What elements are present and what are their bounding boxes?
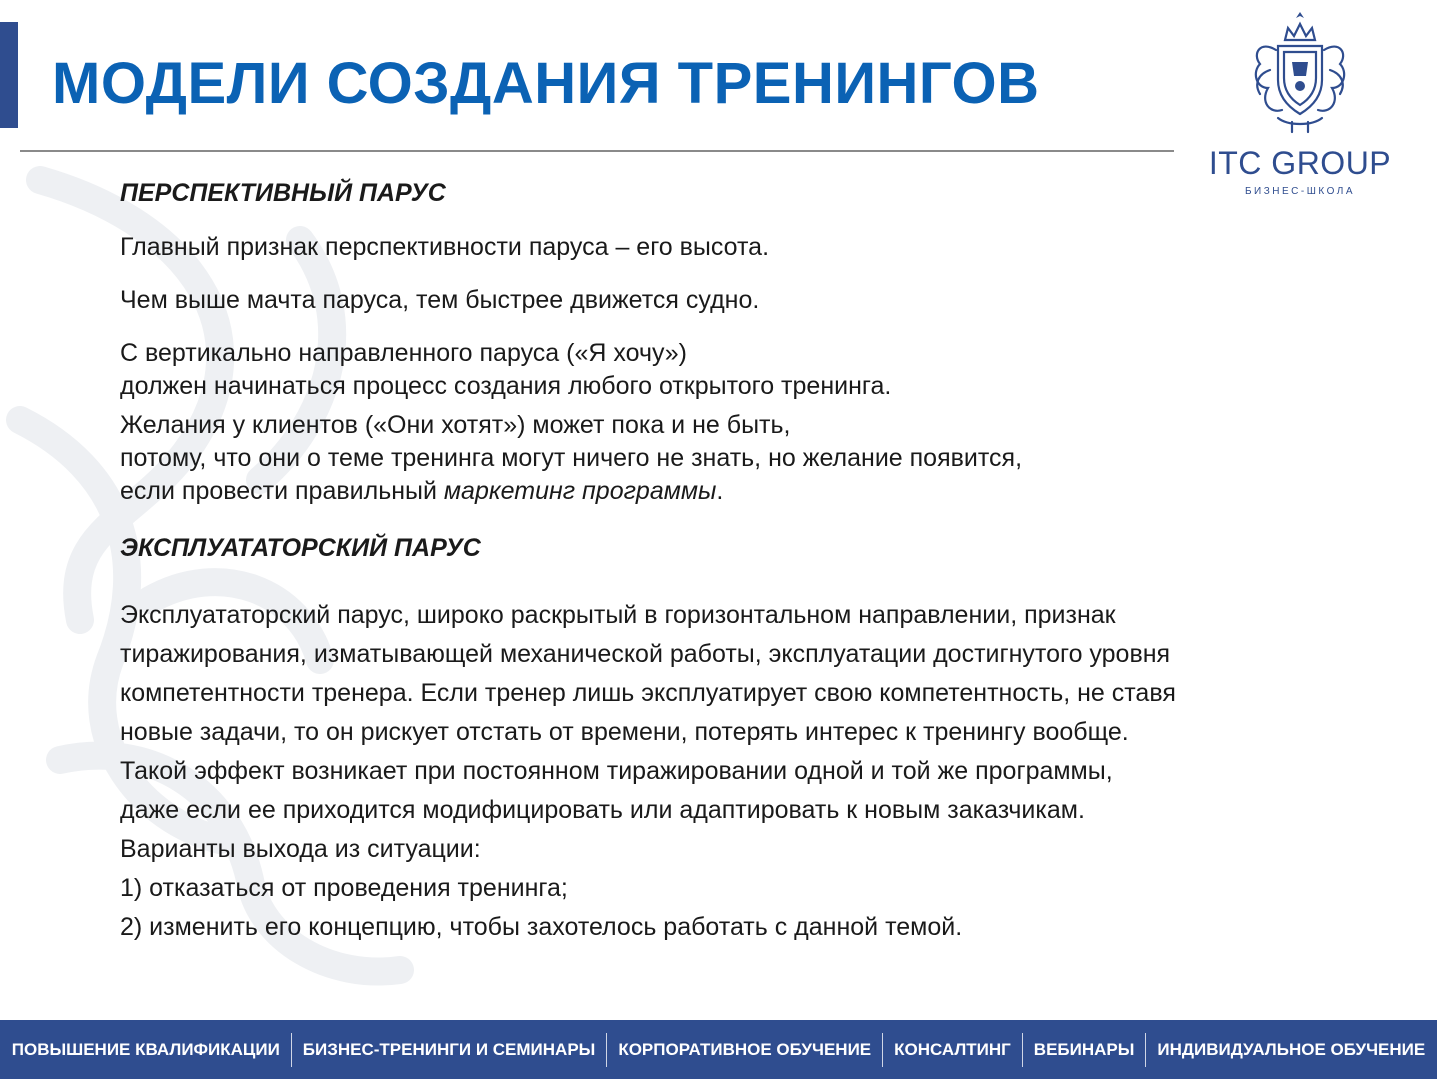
list-item: 1) отказаться от проведения тренинга;: [120, 874, 568, 902]
paragraph-line: Такой эффект возникает при постоянном тиражировании одной и той же программы,: [120, 757, 1113, 785]
crest-icon: [1230, 10, 1370, 140]
footer-item-trainings: БИЗНЕС-ТРЕНИНГИ И СЕМИНАРЫ: [302, 1039, 596, 1059]
italic-text-span: маркетинг программы: [443, 477, 717, 505]
paragraph-line: [120, 475, 1360, 508]
left-accent-bar: [0, 22, 18, 128]
logo-subtitle: БИЗНЕС-ШКОЛА: [1244, 186, 1355, 197]
footer-item-qualification: ПОВЫШЕНИЕ КВАЛИФИКАЦИИ: [11, 1039, 280, 1059]
text-span: .: [716, 477, 724, 505]
logo-name: ITC GROUP: [1208, 145, 1392, 181]
footer-item-individual: ИНДИВИДУАЛЬНОЕ ОБУЧЕНИЕ: [1157, 1039, 1426, 1059]
footer-item-consulting: КОНСАЛТИНГ: [894, 1039, 1011, 1059]
paragraph: Чем выше мачта паруса, тем быстрее движется судно.: [120, 286, 760, 314]
itc-group-logo: [1200, 10, 1400, 195]
paragraph-line: компетентности тренера. Если тренер лишь эксплуатирует свою компетентность, не ставя: [120, 679, 1176, 707]
paragraph-line: тиражирования, изматывающей механической работы, эксплуатации достигнутого уровня: [120, 640, 1171, 668]
footer-item-webinars: ВЕБИНАРЫ: [1033, 1039, 1135, 1059]
paragraph-line: Варианты выхода из ситуации:: [120, 835, 481, 863]
paragraph-line: даже если ее приходится модифицировать или адаптировать к новым заказчикам.: [120, 796, 1085, 824]
footer-item-corporate: КОРПОРАТИВНОЕ ОБУЧЕНИЕ: [618, 1039, 872, 1059]
paragraph-line: должен начинаться процесс создания любого открытого тренинга.: [120, 372, 892, 400]
section2-body: [120, 596, 1360, 947]
slide-title: МОДЕЛИ СОЗДАНИЯ ТРЕНИНГОВ: [52, 51, 1040, 116]
list-item: 2) изменить его концепцию, чтобы захотелось работать с данной темой.: [120, 913, 963, 941]
text-span: если провести правильный: [120, 477, 444, 505]
paragraph-line: новые задачи, то он рискует отстать от времени, потерять интерес к тренингу вообще.: [120, 718, 1129, 746]
section-heading-perspective-sail: ПЕРСПЕКТИВНЫЙ ПАРУС: [120, 179, 446, 207]
paragraph-line: Желания у клиентов («Они хотят») может пока и не быть,: [120, 411, 791, 439]
slide-content: [120, 175, 1360, 947]
paragraph: Главный признак перспективности паруса – его высота.: [120, 233, 770, 261]
paragraph-line: С вертикально направленного паруса («Я хочу»): [120, 339, 687, 367]
title-divider: [20, 150, 1174, 152]
paragraph-line: потому, что они о теме тренинга могут ничего не знать, но желание появится,: [120, 444, 1023, 472]
paragraph-line: Эксплуататорский парус, широко раскрытый в горизонтальном направлении, признак: [120, 601, 1116, 629]
footer-services-bar: [0, 1020, 1437, 1079]
section-heading-exploiter-sail: ЭКСПЛУАТАТОРСКИЙ ПАРУС: [120, 534, 481, 562]
